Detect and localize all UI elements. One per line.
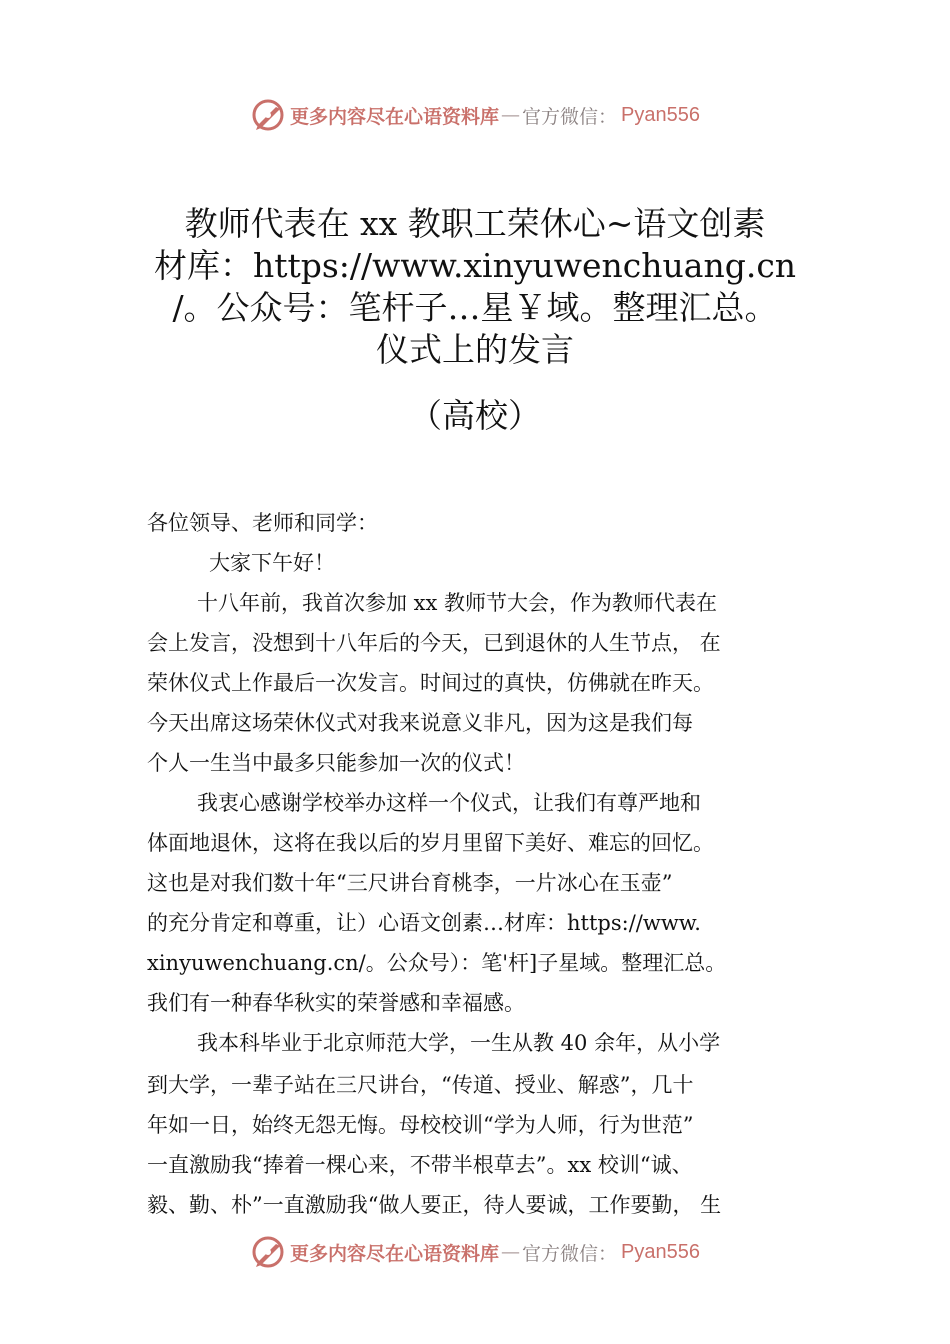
document-title <box>120 203 830 371</box>
body-line: 我本科毕业于北京师范大学，一生从教 40 余年，从小学 <box>197 1031 721 1055</box>
title-line: /。公众号：笔杆子…星￥域。整理汇总。 <box>172 288 778 327</box>
body-line: 荣休仪式上作最后一次发言。时间过的真快，仿佛就在昨天。 <box>147 671 714 695</box>
banner-wechat-label: 官方微信： <box>522 1242 618 1265</box>
body-line: 各位领导、老师和同学： <box>147 511 378 535</box>
body-line: 的充分肯定和尊重，让）心语文创素…材库：https://www. <box>147 911 701 935</box>
body-line: 个人一生当中最多只能参加一次的仪式！ <box>147 751 525 775</box>
title-line: 仪式上的发言 <box>376 330 574 369</box>
header-banner <box>0 95 950 135</box>
body-line: 年如一日，始终无怨无悔。母校校训“学为人师，行为世范” <box>147 1113 694 1137</box>
body-line: 这也是对我们数十年“三尺讲台育桃李，一片冰心在玉壶” <box>147 871 673 895</box>
banner-wechat-id: Pyan556 <box>621 1240 700 1263</box>
body-line: xinyuwenchuang.cn/。公众号）：笔'杆]子星域。整理汇总。 <box>147 951 727 975</box>
body-line: 我们有一种春华秋实的荣誉感和幸福感。 <box>147 991 525 1015</box>
body-line: 一直激励我“捧着一棵心来，不带半根草去”。xx 校训“诚、 <box>147 1153 693 1177</box>
pen-logo-icon <box>250 1234 286 1270</box>
title-line: 材库：https://www.xinyuwenchuang.cn <box>153 246 797 285</box>
body-line: 我衷心感谢学校举办这样一个仪式，让我们有尊严地和 <box>197 791 701 815</box>
banner-text: 更多内容尽在心语资料库 <box>290 1242 500 1265</box>
banner-text: 更多内容尽在心语资料库 <box>290 105 500 128</box>
footer-banner <box>0 1232 950 1272</box>
body-line: 毅、勤、朴”一直激励我“做人要正，待人要诚，工作要勤， 生 <box>147 1193 722 1217</box>
pen-logo-icon <box>250 97 286 133</box>
document-subtitle: （高校） <box>409 396 541 435</box>
banner-separator: — <box>501 104 521 126</box>
body-line: 今天出席这场荣休仪式对我来说意义非凡，因为这是我们每 <box>147 711 693 735</box>
banner-separator: — <box>501 1241 521 1263</box>
body-line: 大家下午好！ <box>209 551 335 575</box>
title-line: 教师代表在 xx 教职工荣休心~语文创素 <box>184 204 766 243</box>
body-line: 体面地退休，这将在我以后的岁月里留下美好、难忘的回忆。 <box>147 831 714 855</box>
body-line: 会上发言，没想到十八年后的今天，已到退休的人生节点， 在 <box>147 631 721 655</box>
banner-wechat-label: 官方微信： <box>522 105 618 128</box>
banner-wechat-id: Pyan556 <box>621 103 700 126</box>
body-line: 十八年前，我首次参加 xx 教师节大会，作为教师代表在 <box>197 591 718 615</box>
body-line: 到大学，一辈子站在三尺讲台，“传道、授业、解惑”，几十 <box>147 1073 694 1097</box>
